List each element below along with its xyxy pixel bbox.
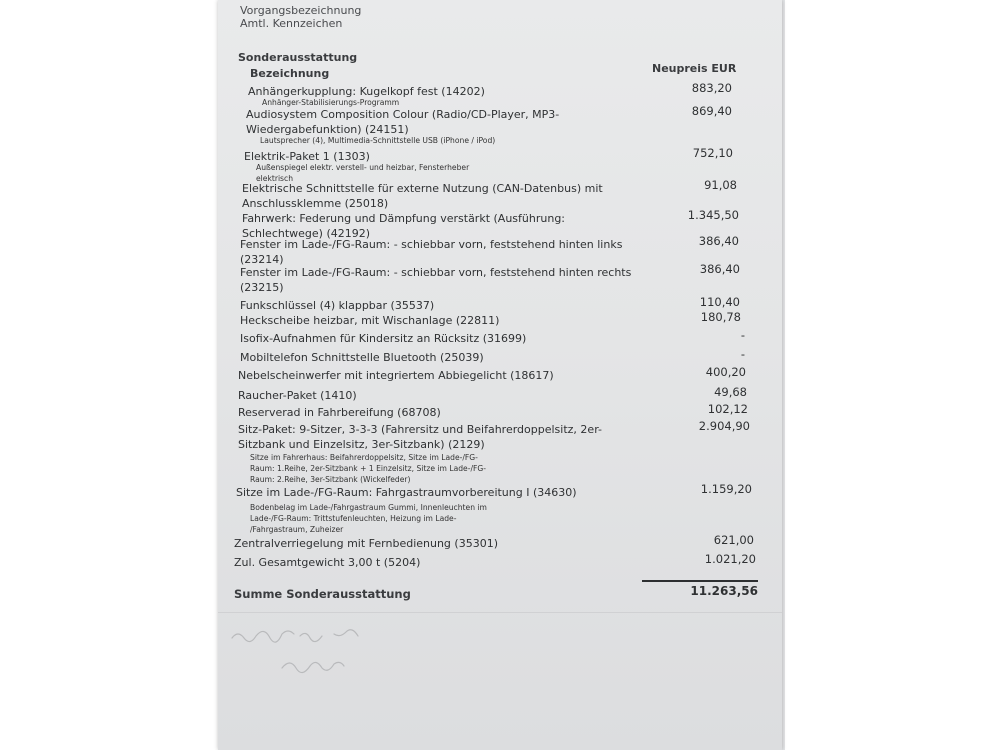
item-price: 883,20 <box>691 81 732 95</box>
column-header-price: Neupreis EUR <box>652 62 737 75</box>
sum-rule <box>642 580 758 582</box>
item-price: 752,10 <box>692 146 733 160</box>
header-vorgangsbezeichnung: Vorgangsbezeichnung <box>240 4 362 17</box>
item-detail: Anhänger-Stabilisierungs-Programm <box>262 98 400 107</box>
item-detail: Bodenbelag im Lade-/Fahrgastraum Gummi, Innenleuchten im <box>250 503 487 512</box>
item-price: 180,78 <box>700 310 741 324</box>
item-description: Anhängerkupplung: Kugelkopf fest (14202) <box>248 85 485 98</box>
item-detail: Lade-/FG-Raum: Trittstufenleuchten, Heizung im Lade- <box>250 514 457 523</box>
item-description: Funkschlüssel (4) klappbar (35537) <box>240 299 435 312</box>
item-description: Sitze im Lade-/FG-Raum: Fahrgastraumvorbereitung I (34630) <box>236 486 577 499</box>
item-description: Fenster im Lade-/FG-Raum: - schiebbar vorn, feststehend hinten links <box>240 238 623 251</box>
sum-label: Summe Sonderausstattung <box>234 587 411 601</box>
item-price: 102,12 <box>707 402 748 416</box>
item-price: 91,08 <box>704 178 737 192</box>
item-description: Sitzbank und Einzelsitz, 3er-Sitzbank) (2129) <box>238 438 485 451</box>
item-description: Reserverad in Fahrbereifung (68708) <box>238 406 441 419</box>
column-header-description: Bezeichnung <box>250 67 330 80</box>
item-description: Nebelscheinwerfer mit integriertem Abbiegelicht (18617) <box>238 369 554 382</box>
item-price: 110,40 <box>699 295 740 309</box>
faint-handwriting <box>222 620 422 700</box>
page-bottom-edge <box>218 612 782 613</box>
item-description: Schlechtwege) (42192) <box>242 227 371 240</box>
item-description: Elektrische Schnittstelle für externe Nutzung (CAN-Datenbus) mit <box>242 182 603 195</box>
item-description: Isofix-Aufnahmen für Kindersitz an Rücksitz (31699) <box>240 332 527 345</box>
item-price: 1.159,20 <box>700 482 752 496</box>
item-detail: Raum: 1.Reihe, 2er-Sitzbank + 1 Einzelsitz, Sitze im Lade-/FG- <box>250 464 487 473</box>
item-description: (23215) <box>240 281 284 294</box>
item-description: Mobiltelefon Schnittstelle Bluetooth (25039) <box>240 351 484 364</box>
sum-value: 11.263,56 <box>690 584 758 598</box>
item-price: 49,68 <box>714 385 747 399</box>
item-price: 869,40 <box>691 104 732 118</box>
item-description: Raucher-Paket (1410) <box>238 389 357 402</box>
item-price: 2.904,90 <box>698 419 750 433</box>
item-detail: Sitze im Fahrerhaus: Beifahrerdoppelsitz, Sitze im Lade-/FG- <box>250 453 478 462</box>
item-description: Fenster im Lade-/FG-Raum: - schiebbar vorn, feststehend hinten rechts <box>240 266 632 279</box>
item-price: 1.021,20 <box>704 552 756 566</box>
item-description: Wiedergabefunktion) (24151) <box>246 123 409 136</box>
item-description: Fahrwerk: Federung und Dämpfung verstärkt (Ausführung: <box>242 212 566 225</box>
item-detail: elektrisch <box>256 174 294 183</box>
header-kennzeichen: Amtl. Kennzeichen <box>240 17 343 30</box>
item-description: Sitz-Paket: 9-Sitzer, 3-3-3 (Fahrersitz und Beifahrerdoppelsitz, 2er- <box>238 423 602 436</box>
item-detail: /Fahrgastraum, Zuheizer <box>250 525 344 534</box>
item-price: - <box>740 328 745 342</box>
document-page <box>218 0 782 750</box>
item-price: 1.345,50 <box>687 208 739 222</box>
item-description: Zul. Gesamtgewicht 3,00 t (5204) <box>234 556 421 569</box>
item-detail: Raum: 2.Reihe, 3er-Sitzbank (Wickelfeder) <box>250 475 411 484</box>
item-description: Elektrik-Paket 1 (1303) <box>244 150 370 163</box>
item-price: 386,40 <box>699 262 740 276</box>
item-description: Audiosystem Composition Colour (Radio/CD-Player, MP3- <box>246 108 560 121</box>
item-detail: Lautsprecher (4), Multimedia-Schnittstelle USB (iPhone / iPod) <box>260 136 496 145</box>
item-detail: Außenspiegel elektr. verstell- und heizbar, Fensterheber <box>256 163 470 172</box>
item-description: Heckscheibe heizbar, mit Wischanlage (22811) <box>240 314 500 327</box>
item-description: Zentralverriegelung mit Fernbedienung (35301) <box>234 537 498 550</box>
item-price: 621,00 <box>713 533 754 547</box>
item-description: Anschlussklemme (25018) <box>242 197 389 210</box>
item-price: 386,40 <box>698 234 739 248</box>
item-price: 400,20 <box>705 365 746 379</box>
item-description: (23214) <box>240 253 284 266</box>
item-price: - <box>740 347 745 361</box>
section-title: Sonderausstattung <box>238 51 358 64</box>
